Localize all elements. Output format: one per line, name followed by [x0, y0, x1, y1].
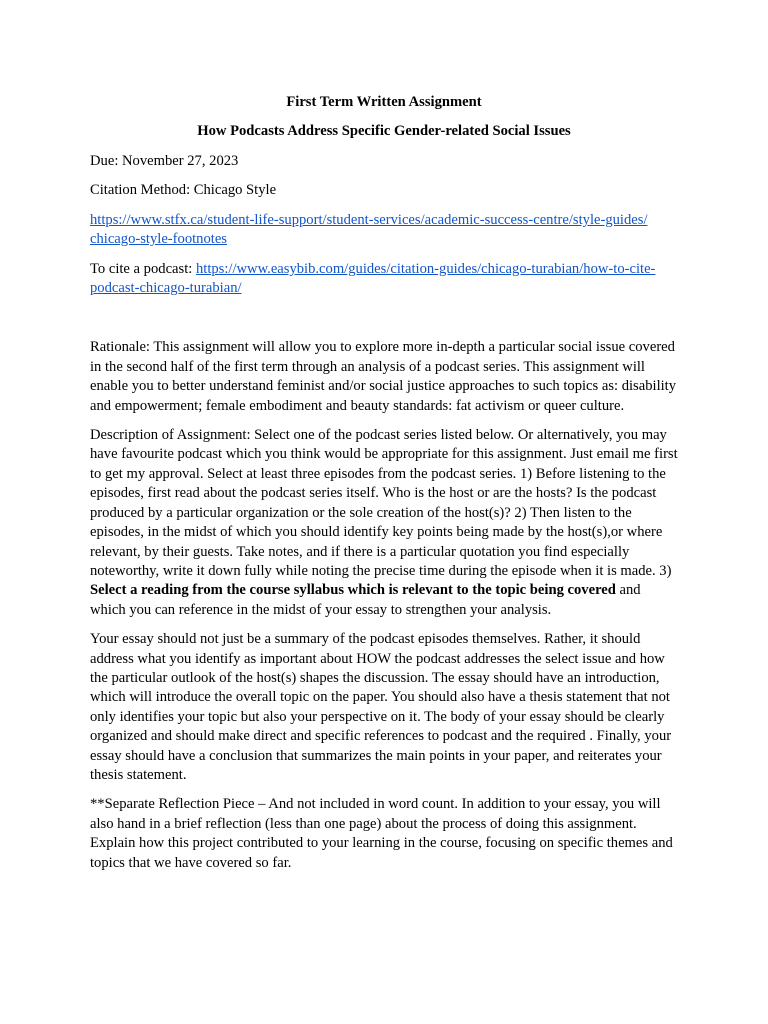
chicago-style-link[interactable]	[90, 212, 648, 247]
podcast-citation-paragraph	[90, 260, 678, 299]
description-paragraph	[90, 426, 678, 620]
chicago-link-line1[interactable]: https://www.stfx.ca/student-life-support/student-services/academic-success-centre/style-guides/	[90, 211, 648, 228]
due-date: Due: November 27, 2023	[90, 153, 239, 169]
document-title: First Term Written Assignment	[286, 94, 482, 110]
podcast-link-line1[interactable]: https://www.easybib.com/guides/citation-guides/chicago-turabian/how-to-cite-	[195, 260, 656, 277]
document-subtitle: How Podcasts Address Specific Gender-related Social Issues	[197, 123, 571, 139]
podcast-cite-label: To cite a podcast:	[90, 260, 196, 277]
spacer	[90, 308, 678, 338]
citation-method: Citation Method: Chicago Style	[90, 182, 277, 199]
rationale-paragraph: Rationale: This assignment will allow you to explore more in-depth a particular social issue covered in the second half of the first term through an analysis of a podcast series. This assignment will enable you to better understand feminist and/or social justice approaches to such topics as: disability and empowerment; female embodiment and beauty standards: fat activism or queer culture.	[90, 339, 677, 414]
chicago-style-link-paragraph	[90, 211, 678, 250]
essay-paragraph: Your essay should not just be a summary of the podcast episodes themselves. Rather, it should address what you identify as important about HOW the podcast addresses the select issue and how the particular outlook of the host(s) shapes the discussion. The essay should have an introduction, which will introduce the overall topic on the paper. You should also have a thesis statement that not only identifies your topic but also your perspective on it. The body of your essay should be clearly organized and should make direct and specific references to podcast and the required . Finally, your essay should have a conclusion that summarizes the main points in your paper, and reiterates your thesis statement.	[90, 631, 672, 783]
podcast-link-line2[interactable]: podcast-chicago-turabian/	[90, 280, 242, 297]
description-text-part1: Description of Assignment: Select one of the podcast series listed below. Or alternatively, you may have favourite podcast which you think would be appropriate for this assignment. Just email me first to get my approval. Select at least three episodes from the podcast series. 1) Before listening to the episodes, first read about the podcast series itself. Who is the host or are the hosts? Is the podcast produced by a particular organization or the sole creation of the host(s)? 2) Then listen to the episodes, in the midst of which you should identify key points being made by the host(s),or where relevant, by their guests. Take notes, and if there is a particular quotation you find especially noteworthy, write it down fully while noting the precise time during the episode when it is made. 3)	[90, 427, 678, 579]
description-text-part2: and which you can reference in the midst of your essay to strengthen your analysis.	[90, 582, 641, 618]
chicago-link-line2[interactable]: chicago-style-footnotes	[90, 231, 227, 248]
reflection-paragraph: **Separate Reflection Piece – And not included in word count. In addition to your essay, you will also hand in a brief reflection (less than one page) about the process of doing this assignment. Explain how this project contributed to your learning in the course, focusing on specific themes and topics that we have covered so far.	[90, 796, 673, 871]
description-bold-text: Select a reading from the course syllabus which is relevant to the topic being covered	[90, 582, 616, 599]
